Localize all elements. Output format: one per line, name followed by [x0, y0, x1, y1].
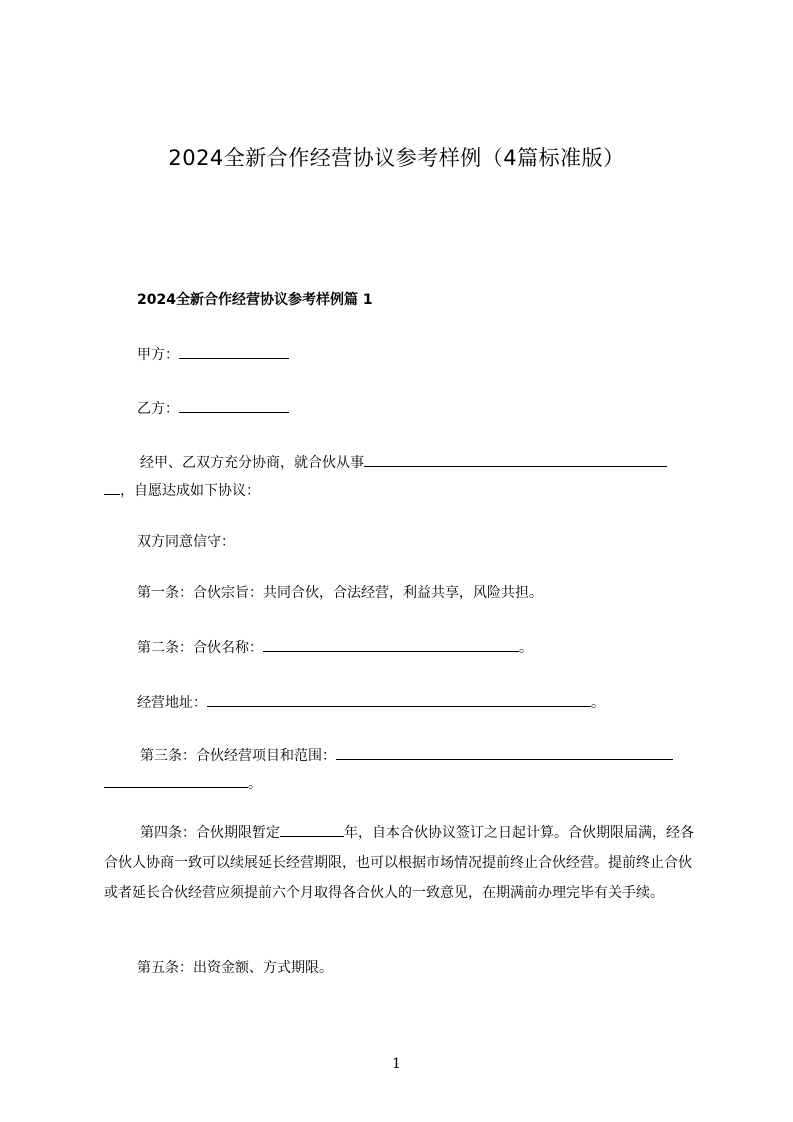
- article-3-blank-1[interactable]: [336, 745, 673, 760]
- intro-blank-1[interactable]: [364, 452, 667, 467]
- section-title: 2024全新合作经营协议参考样例篇 1: [137, 292, 373, 308]
- address-label: 经营地址：: [137, 695, 207, 711]
- article-1: 第一条：合伙宗旨：共同合伙，合法经营，利益共享，风险共担。: [137, 585, 543, 601]
- intro-blank-2[interactable]: [104, 480, 120, 495]
- agree-line: 双方同意信守：: [137, 534, 235, 550]
- intro-prefix: 经甲、乙双方充分协商，就合伙从事: [140, 455, 364, 471]
- intro-line-2: [104, 480, 260, 501]
- party-b-line: [137, 398, 289, 419]
- article-3-label: 第三条：合伙经营项目和范围：: [140, 748, 336, 764]
- article-3-line-2: [104, 773, 262, 794]
- article-3-line-1: [140, 745, 673, 766]
- party-a-blank[interactable]: [179, 344, 289, 359]
- party-b-label: 乙方：: [137, 401, 179, 417]
- address-line: [137, 692, 605, 713]
- party-a-label: 甲方：: [137, 347, 179, 363]
- party-b-blank[interactable]: [179, 398, 289, 413]
- article-4-prefix: 第四条：合伙期限暂定: [140, 825, 280, 841]
- article-4-blank[interactable]: [280, 822, 344, 837]
- article-3-blank-2[interactable]: [104, 773, 248, 788]
- article-2-blank[interactable]: [263, 637, 519, 652]
- intro-line-1: [140, 452, 667, 473]
- page-number: 1: [392, 1056, 401, 1072]
- article-3-period: 。: [248, 776, 262, 792]
- article-4-text: 年，自本合伙协议签订之日起计算。合伙期限届满，经各合伙人协商一致可以续展延长经营期限，也可以根据市场情况提前终止合伙经营。提前终止合伙或者延长合伙经营应须提前六个月取得各合伙人的一致意见，在期满前办理完毕有关手续。: [104, 825, 694, 901]
- article-5: 第五条：出资金额、方式期限。: [137, 960, 333, 976]
- party-a-line: [137, 344, 289, 365]
- intro-suffix: ，自愿达成如下协议：: [120, 483, 260, 499]
- article-2-label: 第二条：合伙名称：: [137, 640, 263, 656]
- article-2-line: [137, 637, 533, 658]
- address-blank[interactable]: [207, 692, 591, 707]
- article-2-period: 。: [519, 640, 533, 656]
- document-title: 2024全新合作经营协议参考样例（4篇标准版）: [168, 146, 625, 170]
- address-period: 。: [591, 695, 605, 711]
- article-4: [104, 818, 700, 908]
